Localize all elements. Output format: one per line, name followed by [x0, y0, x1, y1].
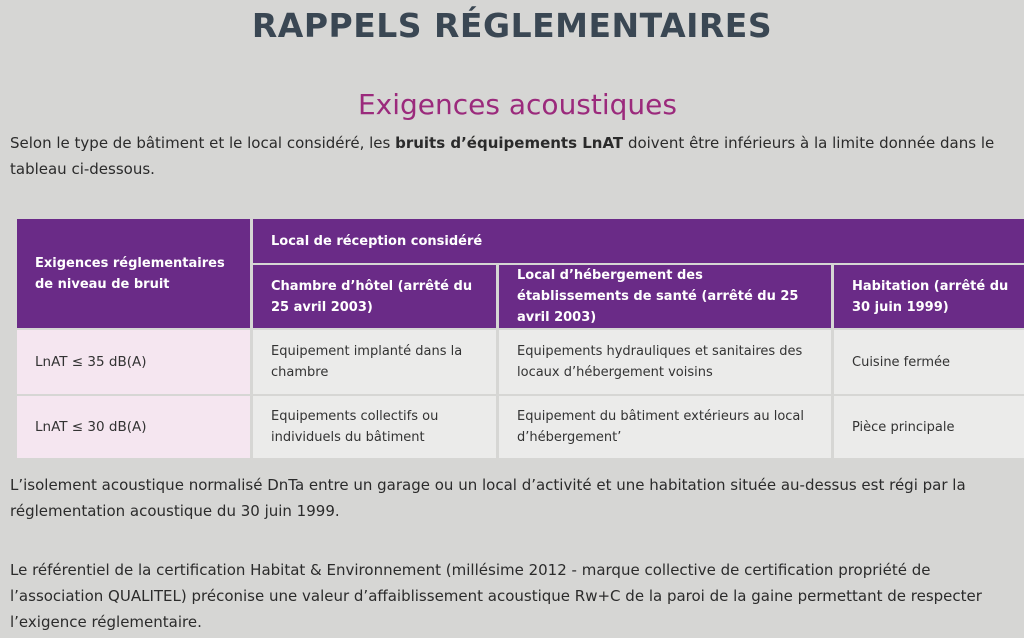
page-title: RAPPELS RÉGLEMENTAIRES — [251, 6, 773, 45]
table-row — [17, 330, 1024, 394]
intro-text-after: doivent être inférieurs à la limite donnée dans le tableau ci-dessous. — [10, 134, 995, 178]
column-header-hotel: Chambre d’hôtel (arrêté du 25 avril 2003) — [253, 265, 496, 328]
table-cell: Equipement du bâtiment extérieurs au local d’hébergement’ — [499, 396, 831, 458]
row-level-label: LnAT ≤ 30 dB(A) — [17, 396, 250, 458]
column-header-habitation: Habitation (arrêté du 30 juin 1999) — [834, 265, 1024, 328]
table-cell: Cuisine fermée — [834, 330, 1024, 394]
table-cell: Pièce principale — [834, 396, 1024, 458]
column-header-sante: Local d’hébergement des établissements de santé (arrêté du 25 avril 2003) — [499, 265, 831, 328]
requirements-table — [14, 217, 1024, 460]
intro-text-before: Selon le type de bâtiment et le local considéré, les — [10, 134, 396, 152]
table-cell: Equipements collectifs ou individuels du bâtiment — [253, 396, 496, 458]
row-level-label: LnAT ≤ 35 dB(A) — [17, 330, 250, 394]
table-group-header: Local de réception considéré — [253, 219, 1024, 263]
intro-paragraph — [10, 130, 1020, 182]
table-cell: Equipement implanté dans la chambre — [253, 330, 496, 394]
table-row — [17, 396, 1024, 458]
table-cell: Equipements hydrauliques et sanitaires des locaux d’hébergement voisins — [499, 330, 831, 394]
paragraph-isolement: L’isolement acoustique normalisé DnTa entre un garage ou un local d’activité et une habitation située au-dessus est régi par la réglementation acoustique du 30 juin 1999. — [10, 476, 966, 520]
section-title: Exigences acoustiques — [357, 88, 677, 121]
paragraph-referentiel: Le référentiel de la certification Habitat & Environnement (millésime 2012 - marque collective de certification propriété de l’association QUALITEL) préconise une valeur d’affaiblissement acoustique Rw+C de la paroi de la gaine permettant de respecter l’exigence réglementaire. — [10, 561, 982, 631]
intro-text-bold: bruits d’équipements LnAT — [395, 134, 624, 152]
table-corner-header: Exigences réglementaires de niveau de bruit — [17, 219, 250, 328]
